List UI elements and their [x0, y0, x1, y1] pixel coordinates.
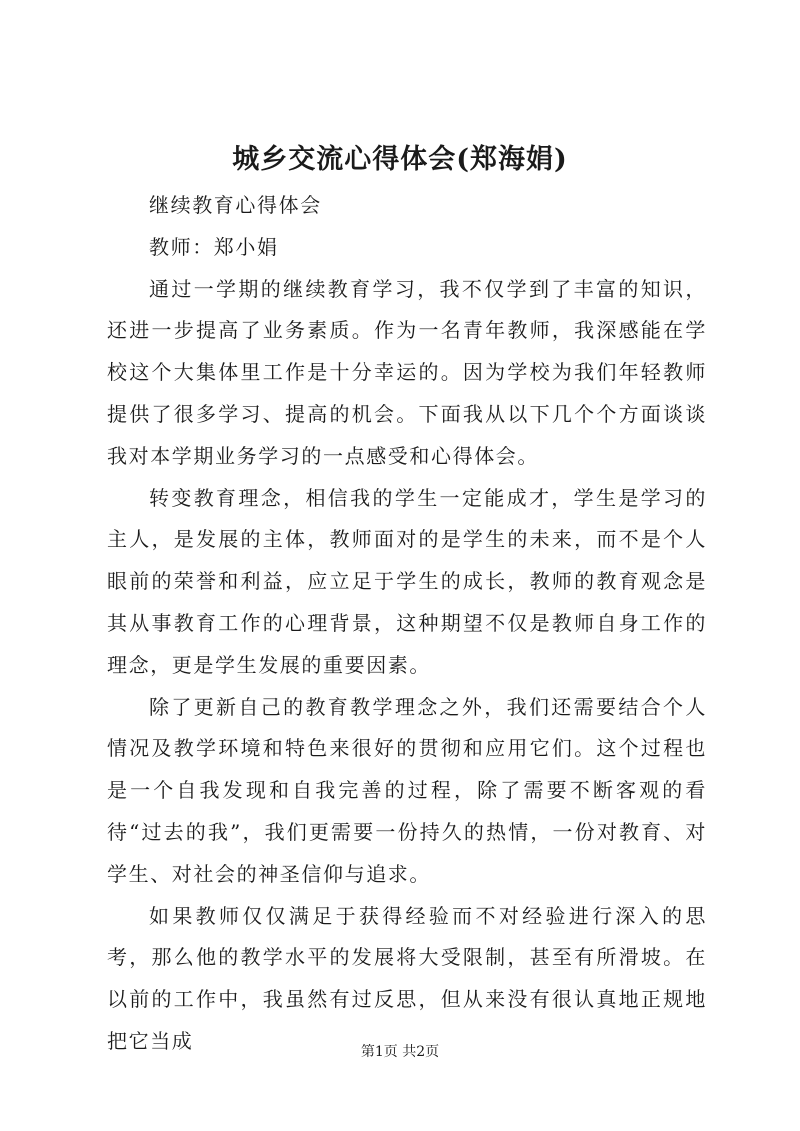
paragraph: 如果教师仅仅满足于获得经验而不对经验进行深入的思考，那么他的教学水平的发展将大受限制，甚至有所滑坡。在以前的工作中，我虽然有过反思，但从来没有很认真地正规地把它当成 [107, 903, 707, 1053]
document-title: 城乡交流心得体会(郑海娟) [232, 144, 568, 175]
paragraph: 转变教育理念，相信我的学生一定能成才，学生是学习的主人，是发展的主体，教师面对的是学生的未来，而不是个人眼前的荣誉和利益，应立足于学生的成长，教师的教育观念是其从事教育工作的心理背景，这种期望不仅是教师自身工作的理念，更是学生发展的重要因素。 [107, 485, 707, 677]
document-body [107, 185, 707, 1063]
paragraph: 除了更新自己的教育教学理念之外，我们还需要结合个人情况及教学环境和特色来很好的贯彻和应用它们。这个过程也是一个自我发现和自我完善的过程，除了需要不断客观的看待“过去的我”，我们更需要一份持久的热情，一份对教育、对学生、对社会的神圣信仰与追求。 [107, 694, 707, 886]
page-footer: 第1页 共2页 [360, 1044, 440, 1060]
paragraph-subtitle: 继续教育心得体会 [149, 193, 322, 217]
paragraph-author: 教师：郑小娟 [149, 234, 279, 259]
paragraph: 通过一学期的继续教育学习，我不仅学到了丰富的知识，还进一步提高了业务素质。作为一名青年教师，我深感能在学校这个大集体里工作是十分幸运的。因为学校为我们年轻教师提供了很多学习、提高的机会。下面我从以下几个个方面谈谈我对本学期业务学习的一点感受和心得体会。 [107, 276, 707, 468]
